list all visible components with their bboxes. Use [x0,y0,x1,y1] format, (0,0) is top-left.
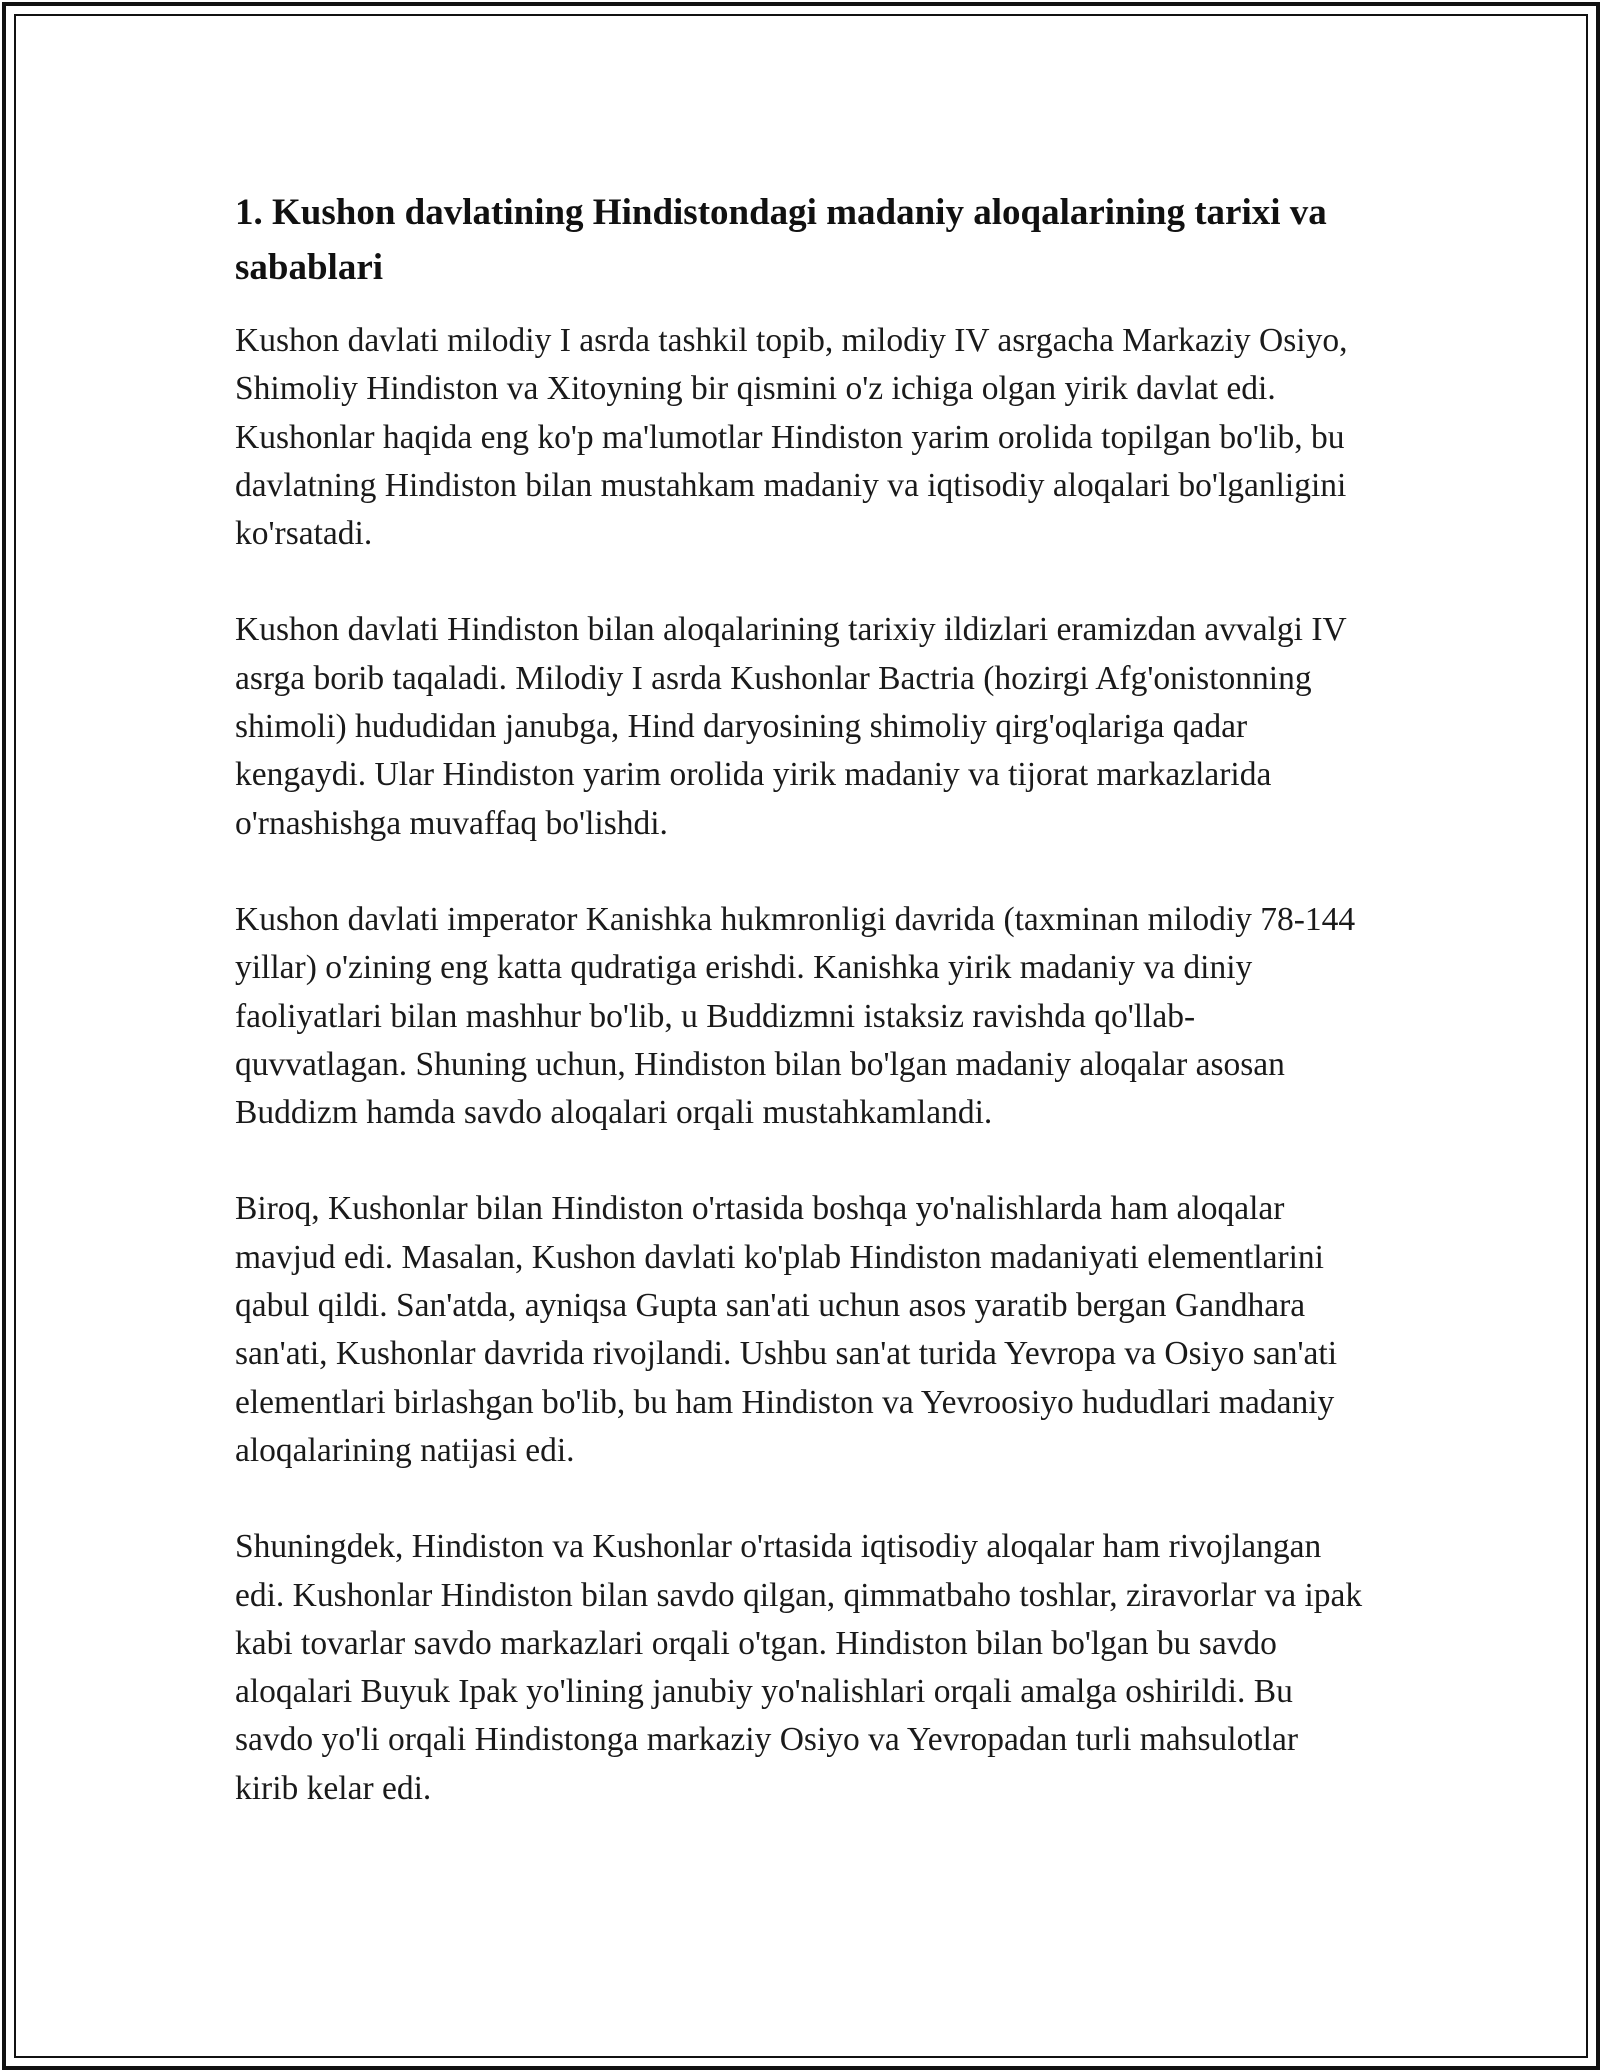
section-heading: 1. Kushon davlatining Hindistondagi madaniy aloqalarining tarixi va sabablari [235,192,1327,288]
paragraph-1: Kushon davlati milodiy I asrda tashkil topib, milodiy IV asrgacha Markaziy Osiyo, Shimoliy Hindiston va Xitoyning bir qismini o'z ichiga olgan yirik davlat edi. Kushonlar haqida eng ko'p ma'lumotlar Hindiston yarim orolida topilgan bo'lib, bu davlatning Hindiston bilan mustahkam madaniy va iqtisodiy aloqalari bo'lganligini ko'rsatadi. [235,322,1348,553]
paragraph-4: Biroq, Kushonlar bilan Hindiston o'rtasida boshqa yo'nalishlarda ham aloqalar mavjud edi. Masalan, Kushon davlati ko'plab Hindiston madaniyati elementlarini qabul qildi. San'atda, ayniqsa Gupta san'ati uchun asos yaratib bergan Gandhara san'ati, Kushonlar davrida rivojlandi. Ushbu san'at turida Yevropa va Osiyo san'ati elementlari birlashgan bo'lib, bu ham Hindiston va Yevroosiyo hududlari madaniy aloqalarining natijasi edi. [235,1190,1337,1469]
document-body [235,185,1365,1861]
paragraph-2: Kushon davlati Hindiston bilan aloqalarining tarixiy ildizlari eramizdan avvalgi IV asrga borib taqaladi. Milodiy I asrda Kushonlar Bactria (hozirgi Afg'onistonning shimoli) hududidan janubga, Hind daryosining shimoliy qirg'oqlariga qadar kengaydi. Ular Hindiston yarim orolida yirik madaniy va tijorat markazlarida o'rnashishga muvaffaq bo'lishdi. [235,611,1347,842]
paragraph-3: Kushon davlati imperator Kanishka hukmronligi davrida (taxminan milodiy 78-144 yillar) o'zining eng katta qudratiga erishdi. Kanishka yirik madaniy va diniy faoliyatlari bilan mashhur bo'lib, u Buddizmni istaksiz ravishda qo'llab-quvvatlagan. Shuning uchun, Hindiston bilan bo'lgan madaniy aloqalar asosan Buddizm hamda savdo aloqalari orqali mustahkamlandi. [235,900,1356,1132]
paragraph-5: Shuningdek, Hindiston va Kushonlar o'rtasida iqtisodiy aloqalar ham rivojlangan edi. Kushonlar Hindiston bilan savdo qilgan, qimmatbaho toshlar, ziravorlar va ipak kabi tovarlar savdo markazlari orqali o'tgan. Hindiston bilan bo'lgan bu savdo aloqalari Buyuk Ipak yo'lining janubiy yo'nalishlari orqali amalga oshirildi. Bu savdo yo'li orqali Hindistonga markaziy Osiyo va Yevropadan turli mahsulotlar kirib kelar edi. [235,1528,1363,1807]
